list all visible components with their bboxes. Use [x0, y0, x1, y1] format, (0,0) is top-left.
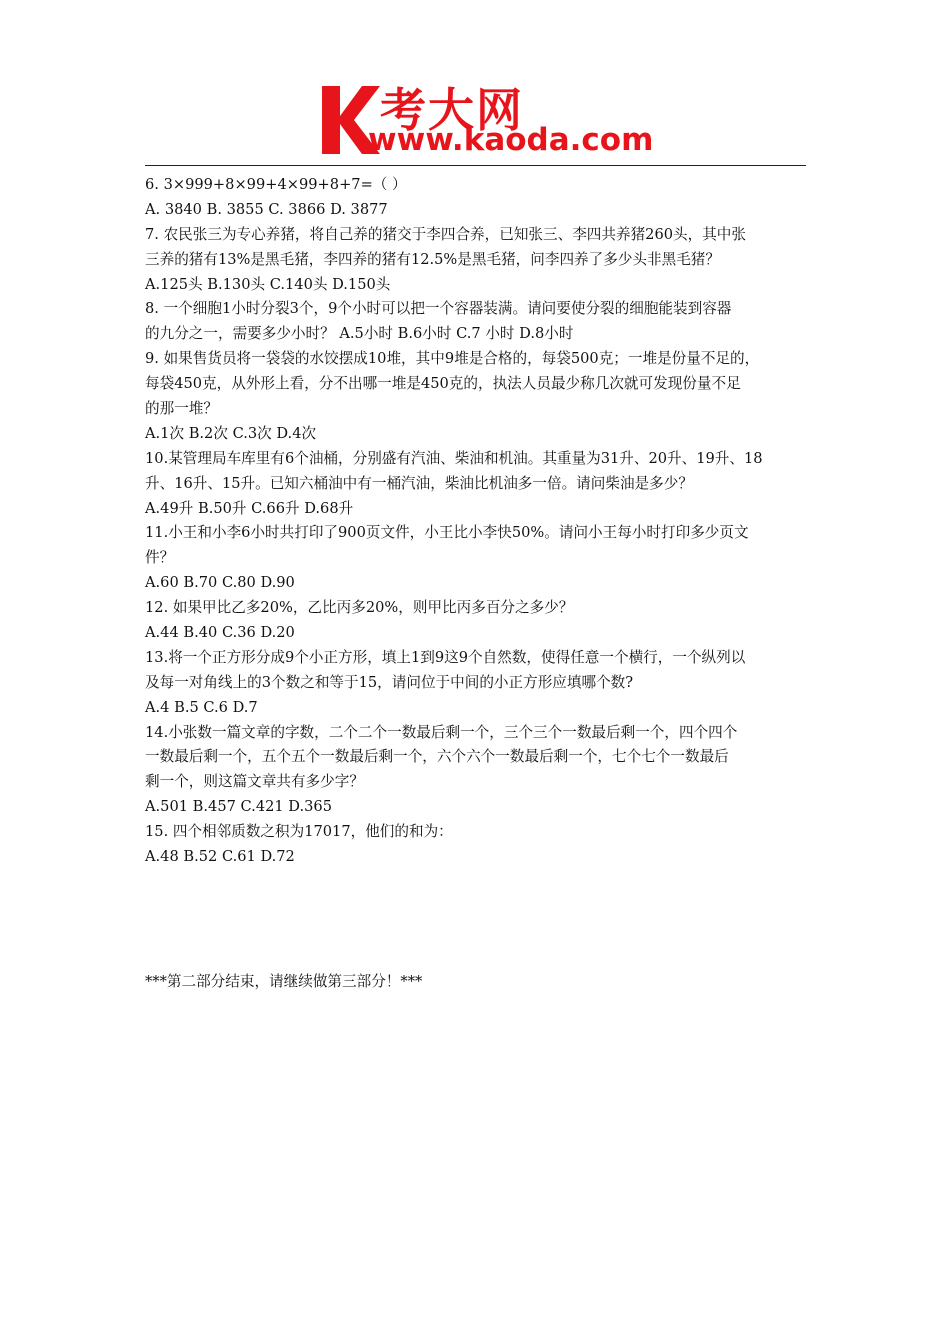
text-line: 每袋450克，从外形上看，分不出哪一堆是450克的，执法人员最少称几次就可发现份量不足	[145, 375, 741, 393]
text-line: 13.将一个正方形分成9个小正方形，填上1到9这9个自然数，使得任意一个横行，一个纵列以	[145, 648, 746, 666]
blank-line	[145, 920, 813, 945]
text-line: A.60 B.70 C.80 D.90	[145, 574, 295, 592]
text-line: 件？	[145, 549, 175, 567]
text-line: A.501 B.457 C.421 D.365	[145, 798, 332, 816]
text-line: 12. 如果甲比乙多20%，乙比丙多20%，则甲比丙多百分之多少？	[145, 599, 574, 617]
text-line: 升、16升、15升。已知六桶油中有一桶汽油，柴油比机油多一倍。请问柴油是多少？	[145, 474, 693, 492]
text-line: 7. 农民张三为专心养猪，将自己养的猪交于李四合养，已知张三、李四共养猪260头，其中张	[145, 225, 746, 243]
text-line: A.125头 B.130头 C.140头 D.150头	[145, 275, 391, 293]
text-line: 15. 四个相邻质数之积为17017，他们的和为：	[145, 823, 453, 841]
text-line: A. 3840 B. 3855 C. 3866 D. 3877	[145, 200, 388, 218]
blank-line	[145, 870, 813, 895]
text-line: 14.小张数一篇文章的字数，二个二个一数最后剩一个，三个三个一数最后剩一个，四个四个	[145, 723, 738, 741]
text-line: 及每一对角线上的3个数之和等于15，请问位于中间的小正方形应填哪个数?	[145, 673, 634, 691]
text-line: 9. 如果售货员将一袋袋的水饺摆成10堆，其中9堆是合格的，每袋500克；一堆是份量不足的，	[145, 350, 760, 368]
text-line: 的那一堆？	[145, 400, 218, 418]
text-line: A.48 B.52 C.61 D.72	[145, 848, 295, 866]
text-line: 的九分之一，需要多少小时？ A.5小时 B.6小时 C.7 小时 D.8小时	[145, 325, 574, 343]
header-divider	[145, 165, 806, 166]
text-line: A.49升 B.50升 C.66升 D.68升	[145, 499, 354, 517]
text-line: 一数最后剩一个，五个五个一数最后剩一个，六个六个一数最后剩一个，七个七个一数最后	[145, 748, 729, 766]
text-line: A.4 B.5 C.6 D.7	[145, 698, 258, 716]
text-line: 8. 一个细胞1小时分裂3个，9个小时可以把一个容器装满。请问要使分裂的细胞能装到容器	[145, 300, 732, 318]
kaoda-logo	[318, 78, 654, 162]
text-line: 剩一个，则这篇文章共有多少字？	[145, 773, 364, 791]
logo-chinese-name: 考大网	[380, 83, 524, 137]
text-line: 10.某管理局车库里有6个油桶，分别盛有汽油、柴油和机油。其重量为31升、20升、19升、18	[145, 449, 763, 467]
question-list	[145, 173, 813, 994]
text-line: A.1次 B.2次 C.3次 D.4次	[145, 424, 317, 442]
text-line: 三养的猪有13%是黑毛猪，李四养的猪有12.5%是黑毛猪，问李四养了多少头非黑毛猪？	[145, 250, 720, 268]
blank-line	[145, 895, 813, 920]
section-end-note: ***第二部分结束，请继续做第三部分！***	[145, 972, 423, 990]
text-line: 11.小王和小李6小时共打印了900页文件，小王比小李快50%。请问小王每小时打印多少页文	[145, 524, 749, 542]
blank-line	[145, 945, 813, 970]
logo-url: www.kaoda.com	[368, 122, 654, 158]
text-line: A.44 B.40 C.36 D.20	[145, 624, 295, 642]
text-line: 6. 3×999+8×99+4×99+8+7=（ ）	[145, 176, 407, 193]
